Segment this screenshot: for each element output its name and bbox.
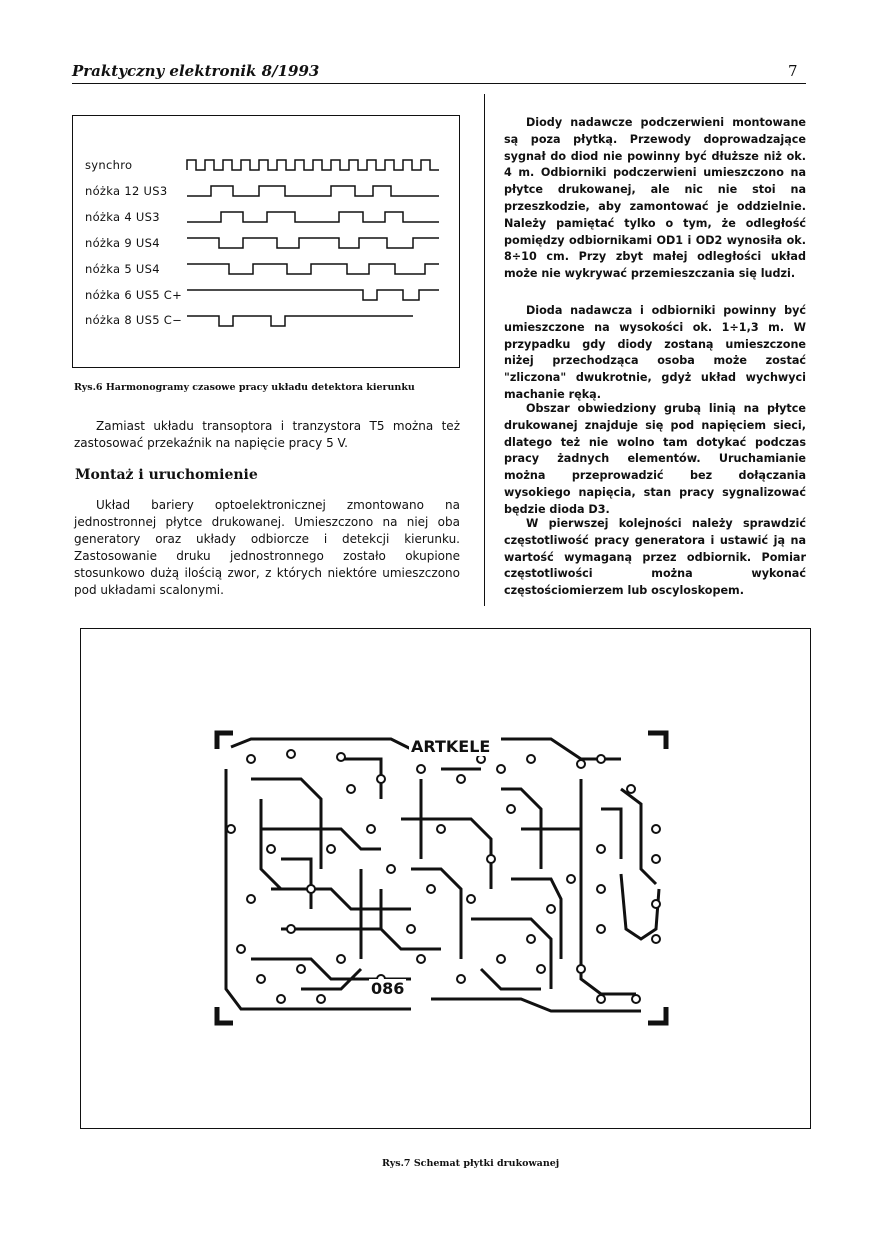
page-number: 7 bbox=[788, 62, 798, 80]
pcb-label-artkele: ARTKELE bbox=[411, 737, 491, 756]
waveform-us3-pin12 bbox=[187, 186, 439, 196]
right-paragraph-4: W pierwszej kolejności należy sprawdzić częstotliwość pracy generatora i ustawić ją na wartość wymaganą przez odbiornik. Pomiar częstotliwości można wykonać częstościomierzem lub oscyloskopem. bbox=[504, 517, 806, 598]
right-paragraph-2: Dioda nadawcza i odbiorniki powinny być umieszczone na wysokości ok. 1÷1,3 m. W przypadku gdy diody zostaną umieszczone niżej przechodząca osoba może zostać "zliczona" dwukrotnie, gdyż układ wychwyci machanie ręką. bbox=[504, 304, 806, 401]
signal-label-us3-pin4: nóżka 4 US3 bbox=[85, 210, 160, 224]
waveforms bbox=[73, 116, 461, 369]
signal-label-synchro: synchro bbox=[85, 158, 133, 172]
left-paragraph-2: Układ bariery optoelektronicznej zmontowano na jednostronnej płytce drukowanej. Umieszczono na niej oba generatory oraz układy odbiorcze i detekcji kierunku. Zastosowanie druku jednostronnego zostało okupione stosunkowo dużą ilością zwor, z których niektóre umieszczono pod układami scalonymi. bbox=[74, 498, 460, 597]
waveform-us5-pin6 bbox=[187, 290, 439, 300]
signal-label-us5-pin8: nóżka 8 US5 C− bbox=[85, 313, 183, 327]
signal-label-us5-pin6: nóżka 6 US5 C+ bbox=[85, 288, 183, 302]
figure6-caption: Rys.6 Harmonogramy czasowe pracy układu detektora kierunku bbox=[74, 382, 415, 393]
pcb-figure bbox=[80, 628, 811, 1129]
header-rule bbox=[72, 83, 806, 84]
signal-label-us3-pin12: nóżka 12 US3 bbox=[85, 184, 168, 198]
signal-label-us4-pin5: nóżka 5 US4 bbox=[85, 262, 160, 276]
right-paragraph-3: Obszar obwiedziony grubą linią na płytce drukowanej znajduje się pod napięciem sieci, dlatego też nie wolno tam dotykać podczas pracy żadnych elementów. Uruchamianie można przeprowadzić bez dołączania wysokiego napięcia, stan pracy sygnalizować będzie dioda D3. bbox=[504, 402, 806, 516]
right-paragraph-1: Diody nadawcze podczerwieni montowane są poza płytką. Przewody doprowadzające sygnał do diod nie powinny być dłuższe niż ok. 4 m. Odbiorniki podczerwieni umieszczono na płytce drukowanej, ale nic nie stoi na przeszkodzie, aby zamontować je oddzielnie. Należy pamiętać tylko o tym, że odległość pomiędzy odbiornikami OD1 i OD2 wynosiła ok. 8÷10 cm. Przy zbyt małej odległości układ może nie wykrywać przemieszczania się ludzi. bbox=[504, 116, 806, 281]
pcb-label-086: 086 bbox=[371, 979, 405, 998]
waveform-synchro bbox=[187, 160, 439, 170]
waveform-us4-pin5 bbox=[187, 264, 439, 274]
running-header-title: Praktyczny elektronik 8/1993 bbox=[72, 62, 320, 80]
timing-diagram-figure bbox=[72, 115, 460, 368]
waveform-us4-pin9 bbox=[187, 238, 439, 248]
figure7-caption: Rys.7 Schemat płytki drukowanej bbox=[382, 1158, 560, 1169]
left-paragraph-1: Zamiast układu transoptora i tranzystora T5 można też zastosować przekaźnik na napięcie pracy 5 V. bbox=[74, 419, 460, 450]
section-heading: Montaż i uruchomienie bbox=[75, 467, 258, 483]
signal-label-us4-pin9: nóżka 9 US4 bbox=[85, 236, 160, 250]
waveform-us3-pin4 bbox=[187, 212, 439, 222]
waveform-us5-pin8 bbox=[187, 316, 413, 326]
column-divider bbox=[484, 94, 485, 606]
pcb-artwork bbox=[81, 629, 812, 1130]
